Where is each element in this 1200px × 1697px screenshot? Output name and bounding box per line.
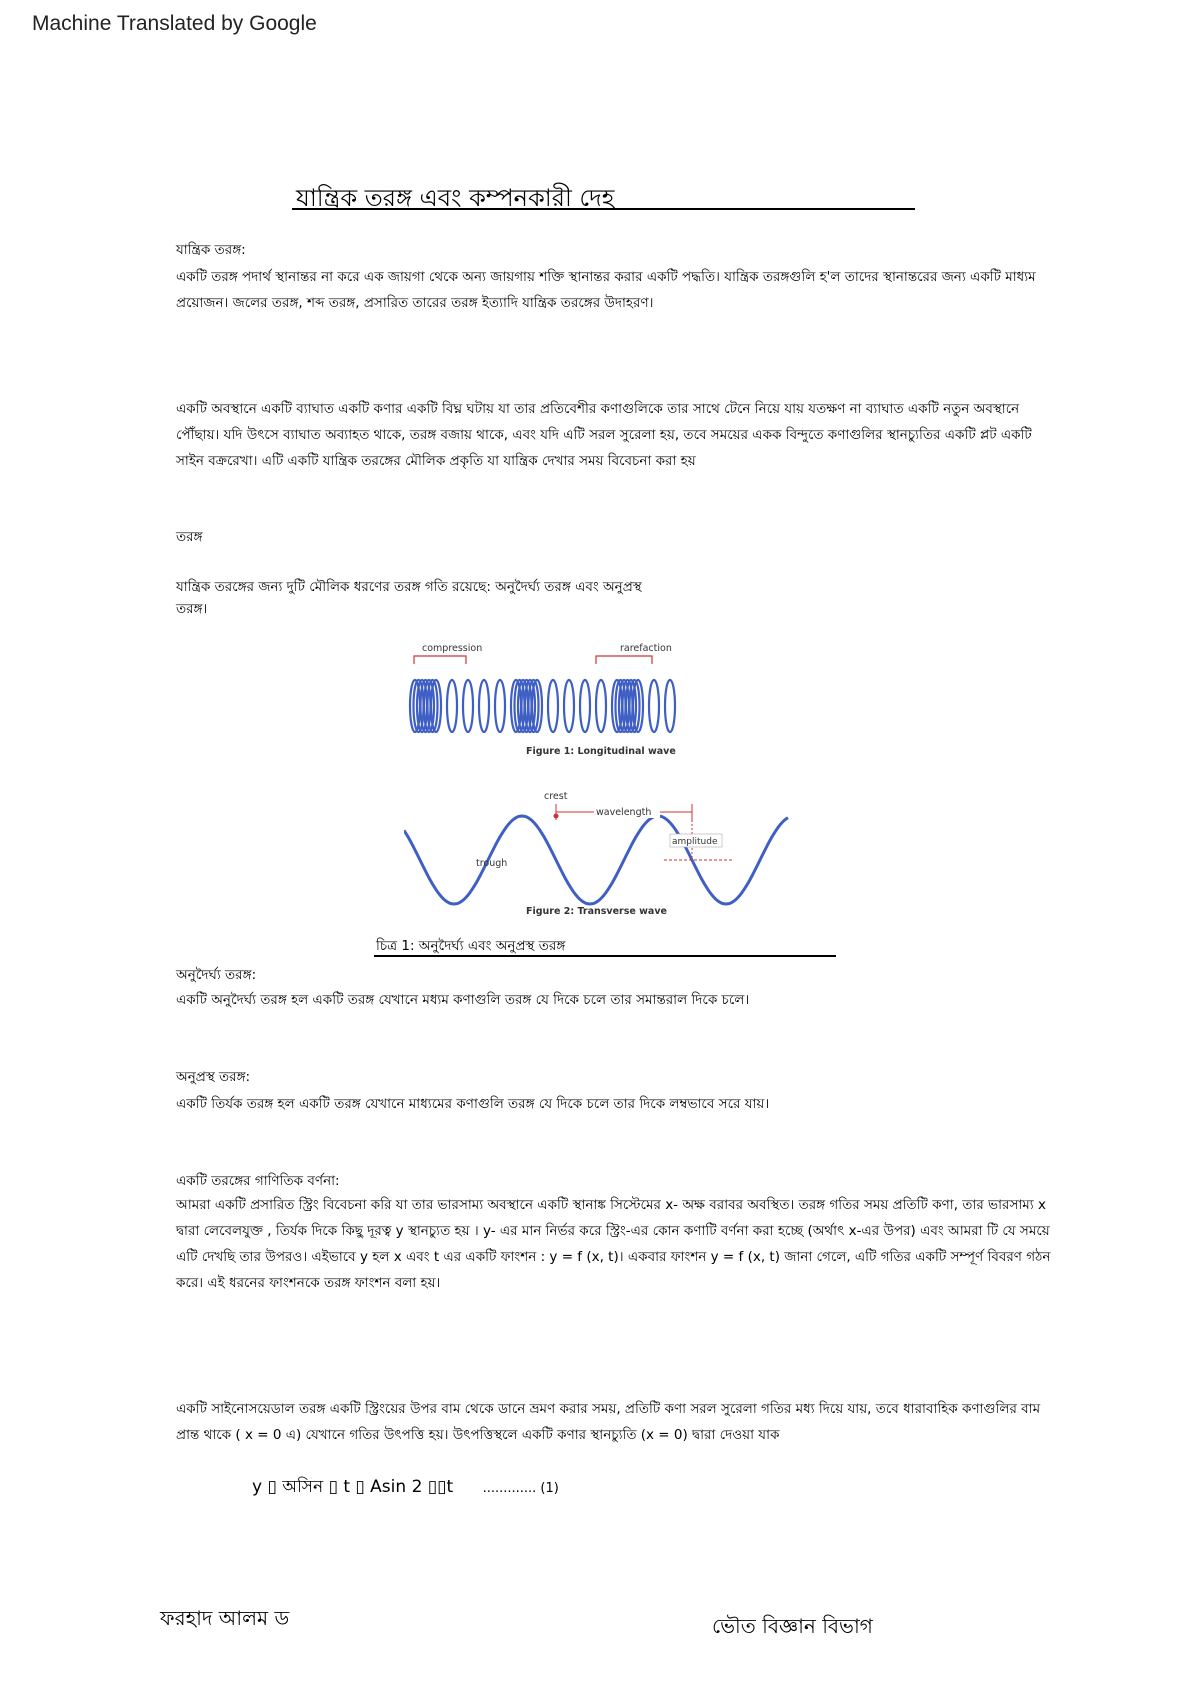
amplitude-label: amplitude bbox=[672, 837, 718, 847]
coil-loop bbox=[447, 680, 457, 732]
crest-label: crest bbox=[544, 791, 568, 802]
footer-department: ভৌত বিজ্ঞান বিভাগ bbox=[712, 1614, 873, 1638]
rarefaction-bracket bbox=[596, 656, 652, 664]
paragraph-disturbance: একটি অবস্থানে একটি ব্যাঘাত একটি কণার একটি বিঘ্ন ঘটায় যা তার প্রতিবেশীর কণাগুলিকে তার সাথে টেনে নিয়ে যায় যতক্ষণ না ব্যাঘাত একটি নতুন অবস্থানে পৌঁছায়। যদি উৎসে ব্যাঘাত অব্যাহত থাকে, তরঙ্গ বজায় থাকে, এবং যদি এটি সরল সুরেলা হয়, তবে সময়ের একক বিন্দুতে কণাগুলির স্থানচ্যুতির একটি প্লট একটি সাইন বক্ররেখা। এটি একটি যান্ত্রিক তরঙ্গের মৌলিক প্রকৃতি যা যান্ত্রিক দেখার সময় বিবেচনা করা হয় bbox=[176, 401, 1032, 469]
transverse-figure-caption: Figure 2: Transverse wave bbox=[526, 906, 667, 917]
wave-figure bbox=[404, 634, 814, 924]
coil-loop bbox=[580, 680, 590, 732]
paragraph-wave-types: যান্ত্রিক তরঙ্গের জন্য দুটি মৌলিক ধরণের তরঙ্গ গতি রয়েছে: অনুদৈর্ঘ্য তরঙ্গ এবং অনুপ্রস্থ তরঙ্গ। bbox=[176, 579, 642, 617]
paragraph-math-description: আমরা একটি প্রসারিত স্ট্রিং বিবেচনা করি যা তার ভারসাম্য অবস্থানে একটি স্থানাঙ্ক সিস্টেমের x- অক্ষ বরাবর অবস্থিত। তরঙ্গ গতির সময় প্রতিটি কণা, তার ভারসাম্য x দ্বারা লেবেলযুক্ত , তির্যক দিকে কিছু দূরত্ব y স্থানচ্যুত হয় । y- এর মান নির্ভর করে স্ট্রিং-এর কোন কণাটি বর্ণনা করা হচ্ছে (অর্থাৎ x-এর উপর) এবং আমরা টি যে সময়ে এটি দেখছি তার উপরও। এইভাবে y হল x এবং t এর একটি ফাংশন : y = f (x, t)। একবার ফাংশন y = f (x, t) জানা গেলে, এটি গতির একটি সম্পূর্ণ বিবরণ গঠন করে। এই ধরনের ফাংশনকে তরঙ্গ ফাংশন বলা হয়। bbox=[176, 1197, 1051, 1291]
coil-loop bbox=[665, 680, 675, 732]
equation-number: ............. (1) bbox=[482, 1481, 559, 1496]
footer-author: ফরহাদ আলম ড bbox=[160, 1606, 290, 1630]
trough-label: trough bbox=[476, 858, 508, 869]
section-heading-longitudinal: অনুদৈর্ঘ্য তরঙ্গ: bbox=[176, 967, 257, 983]
section-heading-waves: তরঙ্গ bbox=[176, 529, 203, 545]
paragraph-longitudinal: একটি অনুদৈর্ঘ্য তরঙ্গ হল একটি তরঙ্গ যেখানে মধ্যম কণাগুলি তরঙ্গ যে দিকে চলে তার সমান্তরাল দিকে চলে। bbox=[176, 992, 750, 1008]
paragraph-transverse: একটি তির্যক তরঙ্গ হল একটি তরঙ্গ যেখানে মাধ্যমের কণাগুলি তরঙ্গ যে দিকে চলে তার দিকে লম্বভাবে সরে যায়। bbox=[176, 1096, 770, 1112]
longitudinal-figure-caption: Figure 1: Longitudinal wave bbox=[526, 746, 676, 757]
figure-caption-underline bbox=[374, 955, 836, 957]
coil-loop bbox=[463, 680, 473, 732]
section-heading-mechanical-waves: যান্ত্রিক তরঙ্গ: bbox=[176, 242, 246, 258]
section-heading-transverse: অনুপ্রস্থ তরঙ্গ: bbox=[176, 1069, 251, 1085]
compression-bracket bbox=[414, 656, 466, 664]
page-title: যান্ত্রিক তরঙ্গ এবং কম্পনকারী দেহ bbox=[296, 184, 615, 212]
coil-loop bbox=[479, 680, 489, 732]
paragraph-wave-definition: একটি তরঙ্গ পদার্থ স্থানান্তর না করে এক জায়গা থেকে অন্য জায়গায় শক্তি স্থানান্তর করার একটি পদ্ধতি। যান্ত্রিক তরঙ্গগুলি হ'ল তাদের স্থানান্তরের জন্য একটি মাধ্যম প্রয়োজন। জলের তরঙ্গ, শব্দ তরঙ্গ, প্রসারিত তারের তরঙ্গ ইত্যাদি যান্ত্রিক তরঙ্গের উদাহরণ। bbox=[176, 269, 1036, 311]
coil-loop bbox=[564, 680, 574, 732]
wave-equation bbox=[252, 1474, 559, 1502]
coil-loop bbox=[548, 680, 558, 732]
section-heading-math: একটি তরঙ্গের গাণিতিক বর্ণনা: bbox=[176, 1173, 340, 1189]
coil-loop bbox=[649, 680, 659, 732]
rarefaction-label: rarefaction bbox=[620, 643, 672, 654]
equation-expression: y ▯ অসিন ▯ t ▯ Asin 2 ▯▯t bbox=[252, 1477, 454, 1497]
coil-loop bbox=[596, 680, 606, 732]
figure-caption: চিত্র 1: অনুদৈর্ঘ্য এবং অনুপ্রস্থ তরঙ্গ bbox=[376, 938, 566, 954]
coil-loop bbox=[495, 680, 505, 732]
title-underline bbox=[292, 208, 915, 210]
paragraph-sinusoidal: একটি সাইনোসয়েডাল তরঙ্গ একটি স্ট্রিংয়ের উপর বাম থেকে ডানে ভ্রমণ করার সময়, প্রতিটি কণা সরল সুরেলা গতির মধ্য দিয়ে যায়, তবে ধারাবাহিক কণাগুলির বাম প্রান্ত থাকে ( x = 0 এ) যেখানে গতির উৎপত্তি হয়। উৎপত্তিস্থলে একটি কণার স্থানচ্যুতি (x = 0) দ্বারা দেওয়া যাক bbox=[176, 1401, 1041, 1443]
compression-label: compression bbox=[422, 643, 483, 654]
machine-translated-banner: Machine Translated by Google bbox=[32, 12, 317, 35]
longitudinal-wave-coils bbox=[410, 680, 675, 732]
wavelength-label: wavelength bbox=[596, 807, 652, 818]
